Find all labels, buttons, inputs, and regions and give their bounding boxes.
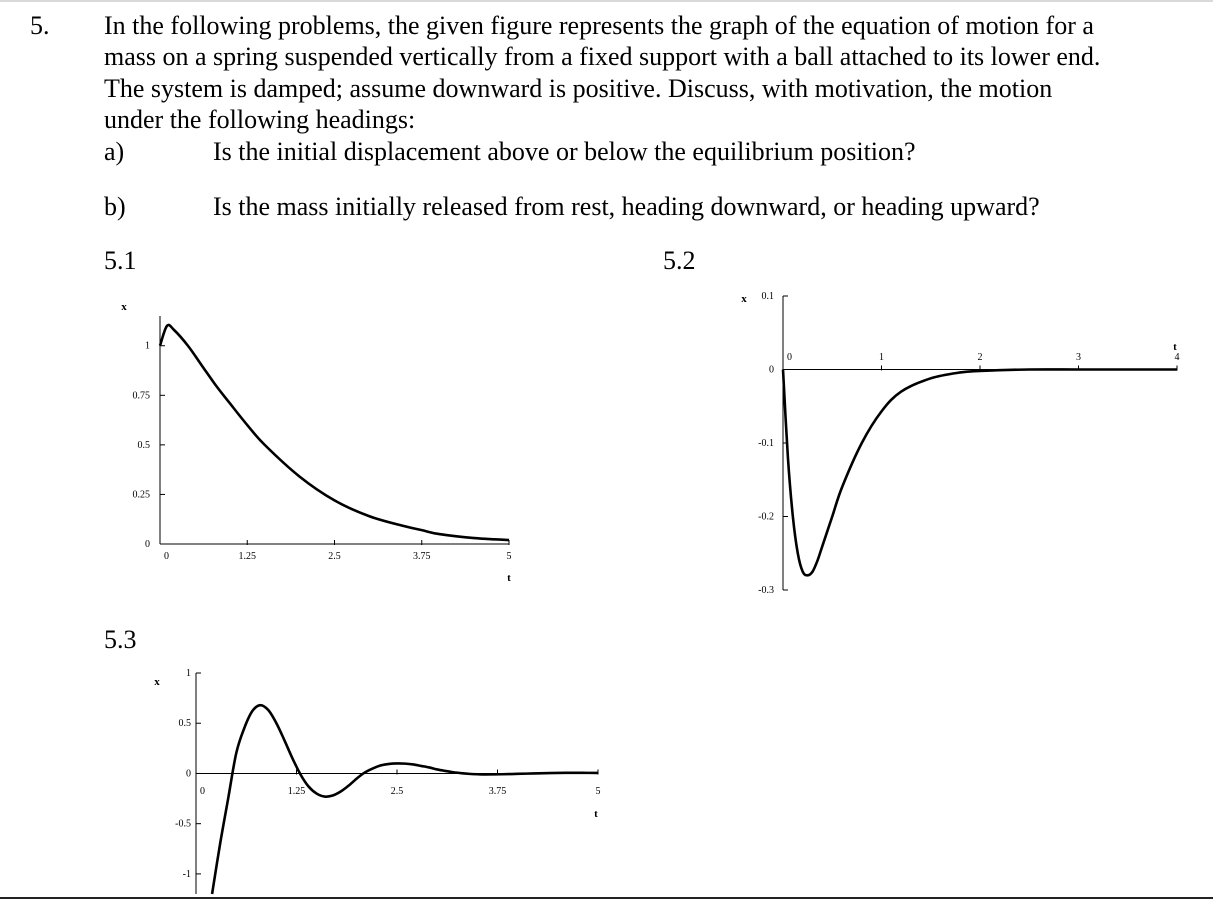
chart-5-2-y-tick-label: -0.3: [758, 585, 774, 596]
chart-5-2-y-tick-label: 0.1: [761, 291, 774, 302]
chart-5-1-x-tick-label: 5: [506, 551, 512, 562]
chart-5-1-y-tick-label: 0.25: [132, 489, 150, 501]
chart-5-1-y-tick-label: 0.5: [137, 439, 150, 451]
chart-5-2-y-axis-label: x: [741, 293, 747, 305]
chart-5-1-x-tick-label: 3.75: [413, 551, 431, 562]
chart-5-1-x-tick-label: 0: [164, 551, 169, 562]
chart-5-1-y-axis-label: x: [121, 301, 127, 313]
page-bottom-rule: [0, 897, 1213, 899]
problem-text-line-1: In the following problems, the given figure represents the graph of the equation of motion for a: [104, 11, 1094, 40]
chart-5-1-x-tick-label: 2.5: [328, 551, 341, 562]
chart-5-2-x-tick-label: 0: [787, 352, 792, 363]
chart-5-2-x-tick-label: 4: [1174, 352, 1180, 363]
problem-text-line-3: The system is damped; assume downward is positive. Discuss, with motivation, the motion: [104, 74, 1053, 103]
chart-5-3-x-tick-label: 5: [595, 786, 601, 797]
chart-5-1-y-tick-label: 0.75: [132, 390, 150, 402]
problem-text-line-2: mass on a spring suspended vertically from a fixed support with a ball attached to its lower end.: [104, 42, 1101, 71]
figure-label-5-3: 5.3: [104, 625, 137, 654]
question-b-text: Is the mass initially released from rest, heading downward, or heading upward?: [213, 192, 1040, 221]
chart-5-1-y-tick-label: 1: [145, 340, 150, 352]
chart-5-1-x-tick-label: 1.25: [238, 551, 256, 562]
chart-5-3-y-tick-label: -0.5: [175, 818, 191, 830]
chart-5-3-x-axis-label: t: [594, 808, 598, 820]
chart-5-2-y-tick-label: -0.1: [758, 438, 774, 449]
chart-5-3-x-tick-label: 0: [200, 786, 205, 797]
problem-text-line-4: under the following headings:: [104, 105, 416, 134]
chart-5-3-x-tick-label: 1.25: [287, 786, 306, 797]
problem-number: 5.: [30, 11, 50, 40]
chart-5-3-y-tick-label: -1: [182, 868, 191, 880]
chart-5-2-x-tick-label: 1: [879, 352, 884, 363]
chart-5-2-x-axis-label: t: [1173, 341, 1177, 353]
chart-5-3-y-tick-label: 0.5: [178, 718, 191, 730]
chart-5-2-y-tick-label: 0: [769, 364, 774, 376]
chart-5-3-x-tick-label: 3.75: [488, 786, 507, 797]
chart-5-3-curve: [212, 705, 598, 894]
chart-5-2-y-tick-label: -0.2: [758, 511, 774, 523]
chart-5-1-y-tick-label: 0: [145, 539, 150, 550]
question-a-label: a): [104, 137, 125, 166]
chart-5-2-x-tick-label: 3: [1076, 352, 1081, 363]
figure-label-5-1: 5.1: [104, 246, 137, 275]
question-b-label: b): [104, 192, 126, 221]
question-a-text: Is the initial displacement above or below the equilibrium position?: [213, 137, 916, 166]
chart-5-3-y-axis-label: x: [154, 676, 160, 688]
chart-5-3-x-tick-label: 2.5: [390, 786, 404, 797]
chart-5-2-x-tick-label: 2: [977, 352, 983, 363]
chart-5-1-x-axis-label: t: [507, 572, 511, 584]
chart-5-3-y-tick-label: 1: [186, 668, 191, 679]
chart-5-3-y-tick-label: 0: [186, 768, 191, 780]
figure-label-5-2: 5.2: [663, 246, 696, 275]
